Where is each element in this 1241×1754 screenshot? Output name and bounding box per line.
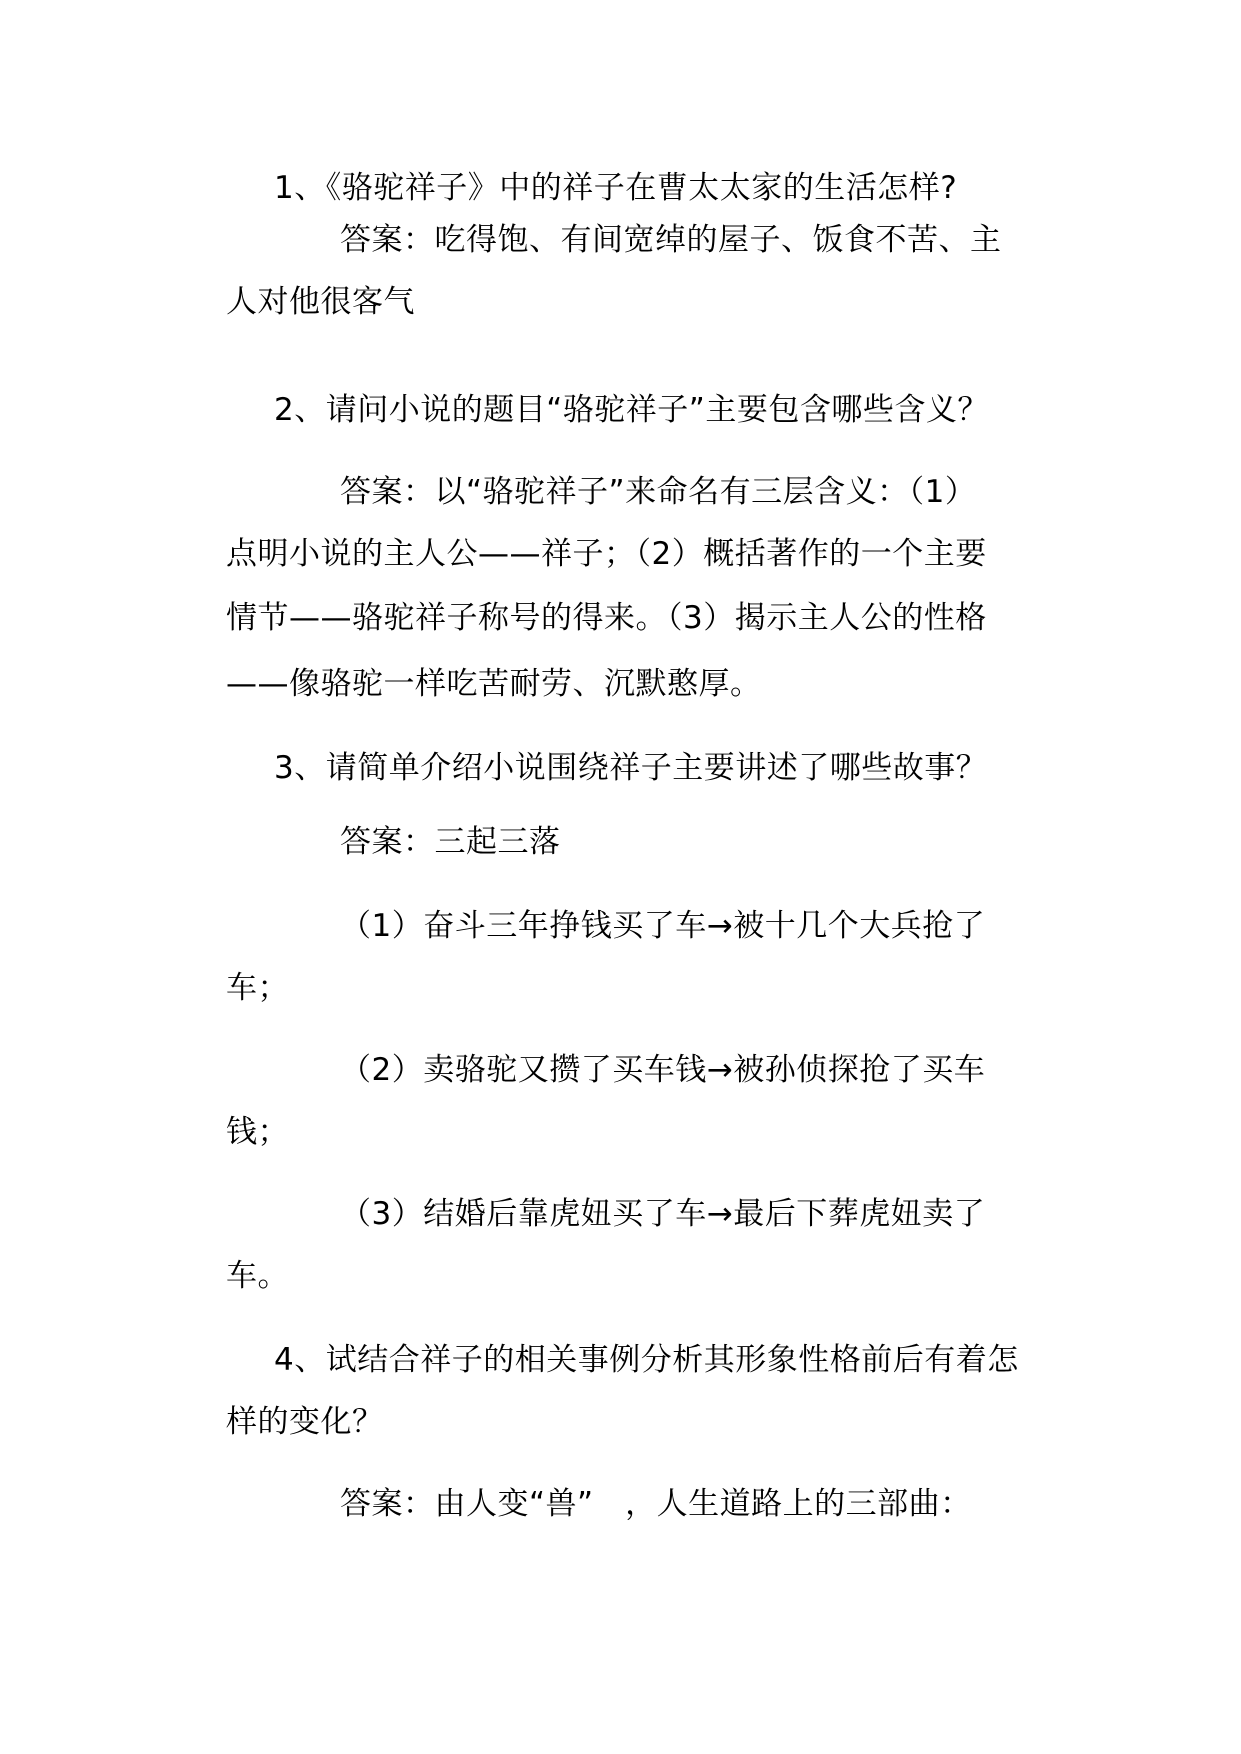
question-4-line-1: 4、试结合祥子的相关事例分析其形象性格前后有着怎 — [274, 1342, 1019, 1378]
answer-3-item-2-line-2: 钱； — [226, 1114, 289, 1150]
answer-2-line-4: ——像骆驼一样吃苦耐劳、沉默憨厚。 — [226, 666, 762, 702]
answer-2-line-3: 情节——骆驼祥子称号的得来。（3）揭示主人公的性格 — [226, 600, 987, 636]
answer-3-item-2-line-1: （2）卖骆驼又攒了买车钱→被孙侦探抢了买车 — [340, 1052, 986, 1088]
answer-3-item-3-line-2: 车。 — [226, 1258, 289, 1294]
question-3: 3、请简单介绍小说围绕祥子主要讲述了哪些故事？ — [274, 750, 988, 786]
answer-2-line-2: 点明小说的主人公——祥子；（2）概括著作的一个主要 — [226, 536, 987, 572]
question-4-line-2: 样的变化？ — [226, 1404, 384, 1440]
answer-4-line-1: 答案：由人变“兽” ，人生道路上的三部曲： — [340, 1486, 972, 1522]
question-2: 2、请问小说的题目“骆驼祥子”主要包含哪些含义？ — [274, 392, 989, 428]
answer-1-line-1: 答案：吃得饱、有间宽绰的屋子、饭食不苦、主 — [340, 222, 1002, 258]
answer-2-line-1: 答案：以“骆驼祥子”来命名有三层含义：（1） — [340, 474, 977, 510]
question-1: 1、《骆驼祥子》中的祥子在曹太太家的生活怎样? — [274, 170, 958, 206]
answer-3-item-3-line-1: （3）结婚后靠虎妞买了车→最后下葬虎妞卖了 — [340, 1196, 986, 1232]
answer-3-item-1-line-1: （1）奋斗三年挣钱买了车→被十几个大兵抢了 — [340, 908, 986, 944]
answer-3-line-1: 答案：三起三落 — [340, 824, 561, 860]
answer-1-line-2: 人对他很客气 — [226, 284, 415, 320]
answer-3-item-1-line-2: 车； — [226, 970, 289, 1006]
